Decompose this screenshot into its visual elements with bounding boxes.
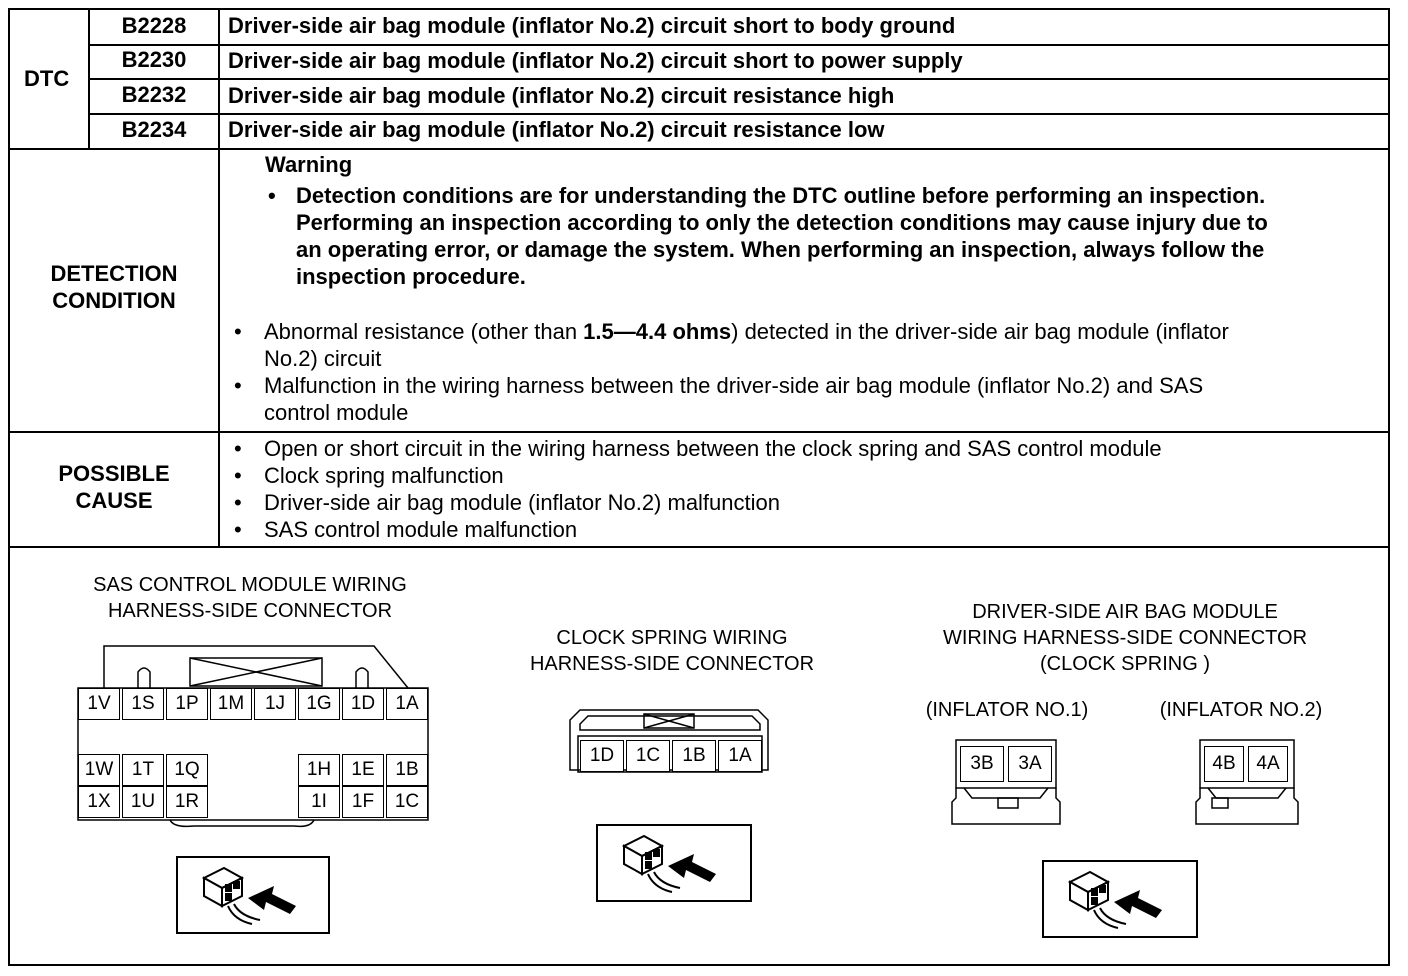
bullet: • [234, 490, 242, 515]
divider [88, 78, 1390, 80]
connector-pin: 3A [1008, 746, 1052, 782]
connector-pin: 1T [122, 754, 164, 786]
airbag-caption: WIRING HARNESS-SIDE CONNECTOR [942, 627, 1308, 649]
clock-caption: CLOCK SPRING WIRING [556, 627, 788, 649]
connector-pin: 1B [386, 754, 428, 786]
connector-pin: 1X [78, 786, 120, 818]
inflator2-label: (INFLATOR NO.2) [1159, 699, 1323, 721]
connector-pin: 4B [1204, 746, 1244, 782]
divider [88, 44, 1390, 46]
cause-item: SAS control module malfunction [264, 517, 578, 542]
detection-label: CONDITION [52, 288, 176, 313]
connector-pin: 1G [298, 688, 340, 720]
connector-pin: 1M [210, 688, 252, 720]
cause-label: POSSIBLE [58, 461, 170, 486]
bullet: • [234, 373, 242, 398]
dtc-description: Driver-side air bag module (inflator No.2) circuit resistance high [228, 83, 895, 108]
dtc-code: B2228 [121, 13, 187, 38]
connector-pin: 1J [254, 688, 296, 720]
connector-pin: 1U [122, 786, 164, 818]
bullet: • [268, 183, 276, 208]
dtc-code: B2232 [121, 82, 187, 107]
cause-item: Driver-side air bag module (inflator No.2) malfunction [264, 490, 780, 515]
detection-item: No.2) circuit [264, 346, 382, 371]
airbag-caption: (CLOCK SPRING ) [1039, 653, 1211, 675]
detection-item: Abnormal resistance (other than 1.5—4.4 ohms) detected in the driver-side air bag module (inflator [264, 319, 1229, 344]
cause-label: CAUSE [75, 488, 153, 513]
divider [8, 431, 1390, 433]
connector-pin: 1E [342, 754, 384, 786]
dtc-code: B2230 [121, 47, 187, 72]
connector-pin: 1S [122, 688, 164, 720]
connector-pin: 1W [78, 754, 120, 786]
clock-caption: HARNESS-SIDE CONNECTOR [529, 653, 815, 675]
connector-pin: 1B [672, 740, 716, 772]
divider [8, 546, 1390, 548]
warning-title: Warning [265, 152, 353, 177]
connector-pin: 4A [1248, 746, 1288, 782]
sas-caption: SAS CONTROL MODULE WIRING [93, 574, 407, 596]
connector-pin: 3B [960, 746, 1004, 782]
bullet: • [234, 463, 242, 488]
warning-text: an operating error, or damage the system. When performing an inspection, always follow the [296, 237, 1265, 262]
bullet: • [234, 436, 242, 461]
connector-pin: 1Q [166, 754, 208, 786]
view-direction-icon [596, 824, 752, 902]
connector-pin: 1I [298, 786, 340, 818]
connector-pin: 1H [298, 754, 340, 786]
dtc-description: Driver-side air bag module (inflator No.2) circuit short to body ground [228, 13, 956, 38]
warning-text: Performing an inspection according to only the detection conditions may cause injury due to [296, 210, 1268, 235]
cause-item: Clock spring malfunction [264, 463, 504, 488]
connector-pin: 1D [580, 740, 624, 772]
connector-pin: 1A [718, 740, 762, 772]
bullet: • [234, 319, 242, 344]
connector-pin: 1F [342, 786, 384, 818]
divider [8, 148, 1390, 150]
connector-pin: 1V [78, 688, 120, 720]
connector-pin: 1P [166, 688, 208, 720]
dtc-description: Driver-side air bag module (inflator No.2) circuit resistance low [228, 117, 885, 142]
detection-item: control module [264, 400, 409, 425]
divider [88, 113, 1390, 115]
warning-text: inspection procedure. [296, 264, 526, 289]
connector-pin: 1C [386, 786, 428, 818]
dtc-label: DTC [24, 66, 70, 91]
connector-pin: 1A [386, 688, 428, 720]
bullet: • [234, 517, 242, 542]
sas-caption: HARNESS-SIDE CONNECTOR [107, 600, 393, 622]
airbag-caption: DRIVER-SIDE AIR BAG MODULE [972, 601, 1278, 623]
connector-pin: 1R [166, 786, 208, 818]
cause-item: Open or short circuit in the wiring harness between the clock spring and SAS control module [264, 436, 1162, 461]
connector-pin: 1D [342, 688, 384, 720]
view-direction-icon [176, 856, 330, 934]
dtc-code: B2234 [121, 117, 187, 142]
view-direction-icon [1042, 860, 1198, 938]
inflator1-label: (INFLATOR NO.1) [925, 699, 1089, 721]
connector-pin: 1C [626, 740, 670, 772]
warning-text: Detection conditions are for understanding the DTC outline before performing an inspection. [296, 183, 1266, 208]
divider [218, 8, 220, 547]
detection-item: Malfunction in the wiring harness between the driver-side air bag module (inflator No.2) and SAS [264, 373, 1204, 398]
dtc-description: Driver-side air bag module (inflator No.2) circuit short to power supply [228, 48, 963, 73]
detection-label: DETECTION [50, 261, 178, 286]
